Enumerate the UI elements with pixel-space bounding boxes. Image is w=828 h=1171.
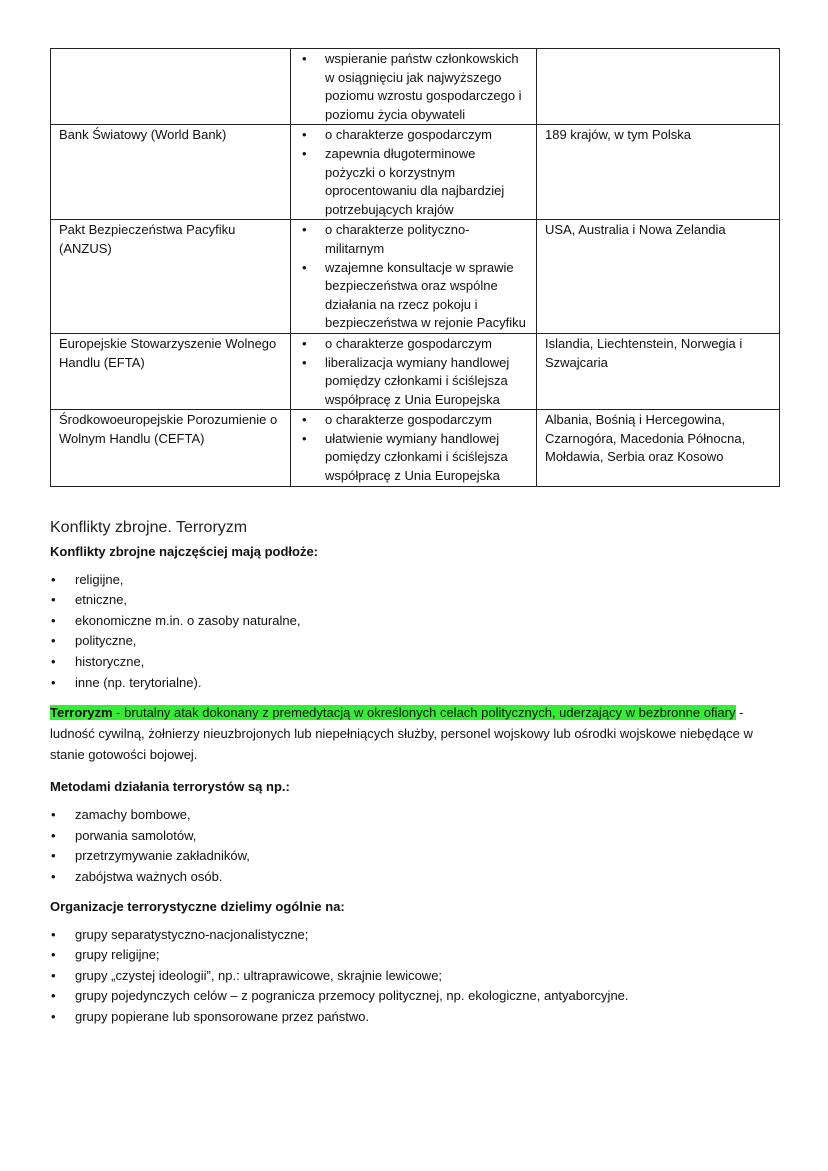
org-type-item: • grupy religijne;: [50, 945, 780, 966]
feature-item: • o charakterze gospodarczym: [299, 411, 528, 430]
conflicts-heading: Konflikty zbrojne najczęściej mają podłoże:: [50, 543, 319, 559]
terrorism-term: Terroryzm: [50, 705, 113, 721]
table-row: [51, 220, 780, 334]
features-list: [299, 126, 528, 219]
organization-members: USA, Australia i Nowa Zelandia: [537, 220, 780, 334]
organization-name: Środkowoeuropejskie Porozumienie o Wolnym Handlu (CEFTA): [51, 410, 291, 486]
conflicts-list: [50, 570, 780, 694]
method-item: • przetrzymywanie zakładników,: [50, 846, 780, 867]
table-row: [51, 410, 780, 486]
organization-features: [291, 125, 537, 220]
methods-list: [50, 805, 780, 887]
feature-item: • ułatwienie wymiany handlowej pomiędzy członkami i ściślejsza współpracę z Unia Europejska: [299, 430, 528, 486]
organization-members: 189 krajów, w tym Polska: [537, 125, 780, 220]
conflict-item: • etniczne,: [50, 590, 780, 611]
feature-item: • o charakterze polityczno-militarnym: [299, 221, 528, 258]
org-type-item: • grupy popierane lub sponsorowane przez państwo.: [50, 1007, 780, 1028]
conflict-item: • historyczne,: [50, 652, 780, 673]
feature-item: • liberalizacja wymiany handlowej pomiędzy członkami i ściślejsza współpracę z Unia Europejska: [299, 354, 528, 410]
method-item: • zabójstwa ważnych osób.: [50, 867, 780, 888]
feature-item: • o charakterze gospodarczym: [299, 335, 528, 354]
organization-members: Islandia, Liechtenstein, Norwegia i Szwajcaria: [537, 333, 780, 409]
org-type-item: • grupy „czystej ideologii”, np.: ultraprawicowe, skrajnie lewicowe;: [50, 966, 780, 987]
feature-item: • wspieranie państw członkowskich w osiągnięciu jak najwyższego poziomu wzrostu gospodarczego i poziomu życia obywateli: [299, 50, 528, 124]
terrorism-definition: [50, 702, 780, 765]
feature-item: • zapewnia długoterminowe pożyczki o korzystnym oprocentowaniu dla najbardziej potrzebujących krajów: [299, 145, 528, 219]
feature-item: • wzajemne konsultacje w sprawie bezpieczeństwa oraz wspólne działania na rzecz pokoju i bezpieczeństwa w rejonie Pacyfiku: [299, 259, 528, 333]
organization-features: [291, 220, 537, 334]
table-row: [51, 333, 780, 409]
organization-members: [537, 49, 780, 125]
table-row: [51, 125, 780, 220]
org-type-item: • grupy pojedynczych celów – z pogranicza przemocy politycznej, np. ekologiczne, antyaborcyjne.: [50, 986, 780, 1007]
features-list: [299, 411, 528, 485]
terrorism-rest-text: - ludność cywilną, żołnierzy nieuzbrojonych lub niepełniących służby, personel wojskowy lub ośrodki wojskowe niebędące w stanie gotowości bojowej.: [50, 705, 753, 763]
organization-features: [291, 49, 537, 125]
organization-name: [51, 49, 291, 125]
method-item: • zamachy bombowe,: [50, 805, 780, 826]
conflict-item: • inne (np. terytorialne).: [50, 673, 780, 694]
feature-item: • o charakterze gospodarczym: [299, 126, 528, 145]
document-page: [50, 48, 780, 1037]
conflict-item: • polityczne,: [50, 631, 780, 652]
table-row: [51, 49, 780, 125]
organizations-table: [50, 48, 780, 487]
terrorism-highlight: [50, 705, 736, 720]
features-list: [299, 221, 528, 333]
organization-name: Bank Światowy (World Bank): [51, 125, 291, 220]
organization-features: [291, 333, 537, 409]
section-title: Konflikty zbrojne. Terroryzm: [50, 518, 248, 536]
org-type-item: • grupy separatystyczno-nacjonalistyczne;: [50, 925, 780, 946]
orgs-list: [50, 925, 780, 1028]
features-list: [299, 335, 528, 409]
organization-name: Pakt Bezpieczeństwa Pacyfiku (ANZUS): [51, 220, 291, 334]
terrorism-highlighted-text: - brutalny atak dokonany z premedytacją w określonych celach politycznych, uderzający w bezbronne ofiary: [112, 705, 736, 721]
method-item: • porwania samolotów,: [50, 826, 780, 847]
conflict-item: • ekonomiczne m.in. o zasoby naturalne,: [50, 611, 780, 632]
methods-heading: Metodami działania terrorystów są np.:: [50, 779, 290, 795]
organization-members: Albania, Bośnią i Hercegowina, Czarnogóra, Macedonia Północna, Mołdawia, Serbia oraz Kosowo: [537, 410, 780, 486]
organization-name: Europejskie Stowarzyszenie Wolnego Handlu (EFTA): [51, 333, 291, 409]
orgs-heading: Organizacje terrorystyczne dzielimy ogólnie na:: [50, 898, 345, 914]
conflict-item: • religijne,: [50, 570, 780, 591]
organization-features: [291, 410, 537, 486]
features-list: [299, 50, 528, 124]
organizations-table-body: [51, 49, 780, 487]
